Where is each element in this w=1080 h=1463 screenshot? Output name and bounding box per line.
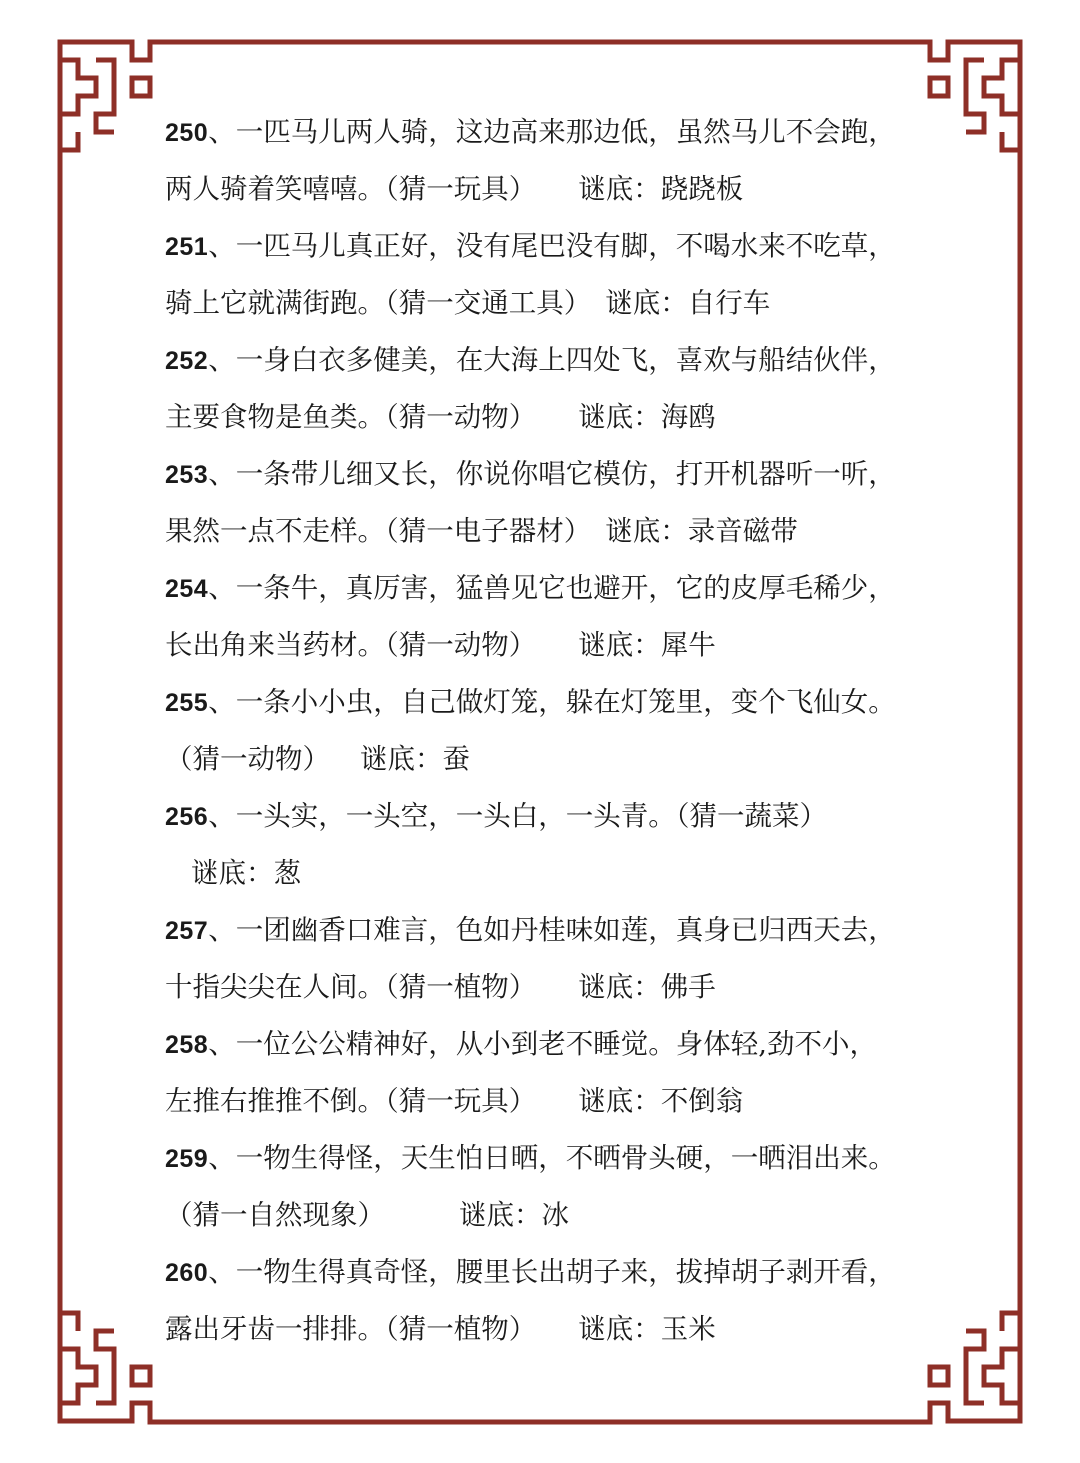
riddle-hint: （猜一自然现象） (165, 1199, 385, 1231)
riddle-item (165, 560, 935, 674)
riddle-hint: 主要食物是鱼类。（猜一动物） (165, 401, 537, 433)
riddle-hint: （猜一动物） (165, 743, 330, 775)
riddle-list (165, 104, 935, 1358)
riddle-question-line (165, 674, 935, 731)
riddle-item (165, 332, 935, 446)
riddle-number: 260 (165, 1259, 209, 1287)
riddle-item (165, 788, 935, 902)
riddle-question-line (165, 560, 935, 617)
riddle-number: 252 (165, 347, 209, 375)
corner-top-right-fretwork (930, 42, 1020, 150)
riddle-answer: 谜底：犀牛 (578, 629, 716, 661)
riddle-item (165, 1016, 935, 1130)
riddle-hint-line (165, 845, 935, 902)
riddle-number: 253 (165, 461, 209, 489)
riddle-number: 257 (165, 917, 209, 945)
riddle-question-line (165, 218, 935, 275)
riddle-question-line (165, 104, 935, 161)
riddle-text: 、一匹马儿两人骑，这边高来那边低，虽然马儿不会跑， (208, 116, 896, 148)
riddle-answer: 谜底：不倒翁 (578, 1085, 744, 1117)
riddle-item (165, 1130, 935, 1244)
riddle-question-line (165, 1130, 935, 1187)
riddle-text: 、一团幽香口难言，色如丹桂味如莲，真身已归西天去， (208, 914, 896, 946)
riddle-text: 、一物生得真奇怪，腰里长出胡子来，拔掉胡子剥开看， (208, 1256, 896, 1288)
riddle-hint-line (165, 1301, 935, 1358)
riddle-number: 251 (165, 233, 209, 261)
corner-bottom-left (60, 1313, 150, 1421)
riddle-answer: 谜底：录音磁带 (605, 515, 798, 547)
riddle-text: 、一条小小虫，自己做灯笼，躲在灯笼里，变个飞仙女。 (208, 686, 896, 718)
riddle-answer: 谜底：佛手 (578, 971, 716, 1003)
riddle-item (165, 104, 935, 218)
riddle-hint-line (165, 275, 935, 332)
riddle-text: 、一物生得怪，天生怕日晒，不晒骨头硬，一晒泪出来。 (208, 1142, 896, 1174)
riddle-number: 254 (165, 575, 209, 603)
riddle-number: 250 (165, 119, 209, 147)
riddle-hint-line (165, 161, 935, 218)
riddle-number: 259 (165, 1145, 209, 1173)
riddle-item (165, 1244, 935, 1358)
riddle-hint: 骑上它就满街跑。（猜一交通工具） (165, 287, 592, 319)
riddle-question-line (165, 1244, 935, 1301)
riddle-answer: 谜底：玉米 (578, 1313, 716, 1345)
riddle-hint-line (165, 1073, 935, 1130)
corner-top-left (60, 42, 150, 150)
riddle-question-line (165, 1016, 935, 1073)
corner-bottom-right-fretwork (930, 1313, 1020, 1421)
riddle-hint: 露出牙齿一排排。（猜一植物） (165, 1313, 537, 1345)
riddle-hint-line (165, 731, 935, 788)
riddle-hint: 十指尖尖在人间。（猜一植物） (165, 971, 537, 1003)
riddle-answer: 谜底：冰 (459, 1199, 569, 1231)
riddle-answer: 谜底：自行车 (605, 287, 771, 319)
riddle-question-line (165, 332, 935, 389)
riddle-text: 、一条牛，真厉害，猛兽见它也避开，它的皮厚毛稀少， (208, 572, 896, 604)
riddle-hint-line (165, 503, 935, 560)
riddle-question-line (165, 788, 935, 845)
riddle-item (165, 902, 935, 1016)
riddle-text: 、一条带儿细又长，你说你唱它模仿，打开机器听一听， (208, 458, 896, 490)
riddle-number: 258 (165, 1031, 209, 1059)
riddle-hint-line (165, 959, 935, 1016)
riddle-hint: 左推右推推不倒。（猜一玩具） (165, 1085, 537, 1117)
riddle-item (165, 218, 935, 332)
riddle-hint: 长出角来当药材。（猜一动物） (165, 629, 537, 661)
riddle-text: 、一位公公精神好，从小到老不睡觉。身体轻,劲不小， (208, 1028, 877, 1060)
corner-bottom-left-fretwork (60, 1313, 150, 1421)
riddle-hint: 果然一点不走样。（猜一电子器材） (165, 515, 592, 547)
riddle-item (165, 674, 935, 788)
riddle-hint-line (165, 389, 935, 446)
riddle-question-line (165, 902, 935, 959)
riddle-text: 、一身白衣多健美，在大海上四处飞，喜欢与船结伙伴， (208, 344, 896, 376)
riddle-hint-line (165, 617, 935, 674)
corner-bottom-right (930, 1313, 1020, 1421)
riddle-answer: 谜底：蚕 (360, 743, 470, 775)
riddle-answer: 谜底：海鸥 (578, 401, 716, 433)
riddle-hint: 两人骑着笑嘻嘻。（猜一玩具） (165, 173, 537, 205)
riddle-answer: 谜底：葱 (191, 857, 301, 889)
corner-top-left-fretwork (60, 42, 150, 150)
riddle-text: 、一头实，一头空，一头白，一头青。（猜一蔬菜） (208, 800, 827, 832)
riddle-answer: 谜底：跷跷板 (578, 173, 744, 205)
riddle-question-line (165, 446, 935, 503)
corner-top-right (930, 42, 1020, 150)
riddle-item (165, 446, 935, 560)
riddle-text: 、一匹马儿真正好，没有尾巴没有脚，不喝水来不吃草， (208, 230, 896, 262)
riddle-number: 256 (165, 803, 209, 831)
riddle-hint-line (165, 1187, 935, 1244)
riddle-number: 255 (165, 689, 209, 717)
